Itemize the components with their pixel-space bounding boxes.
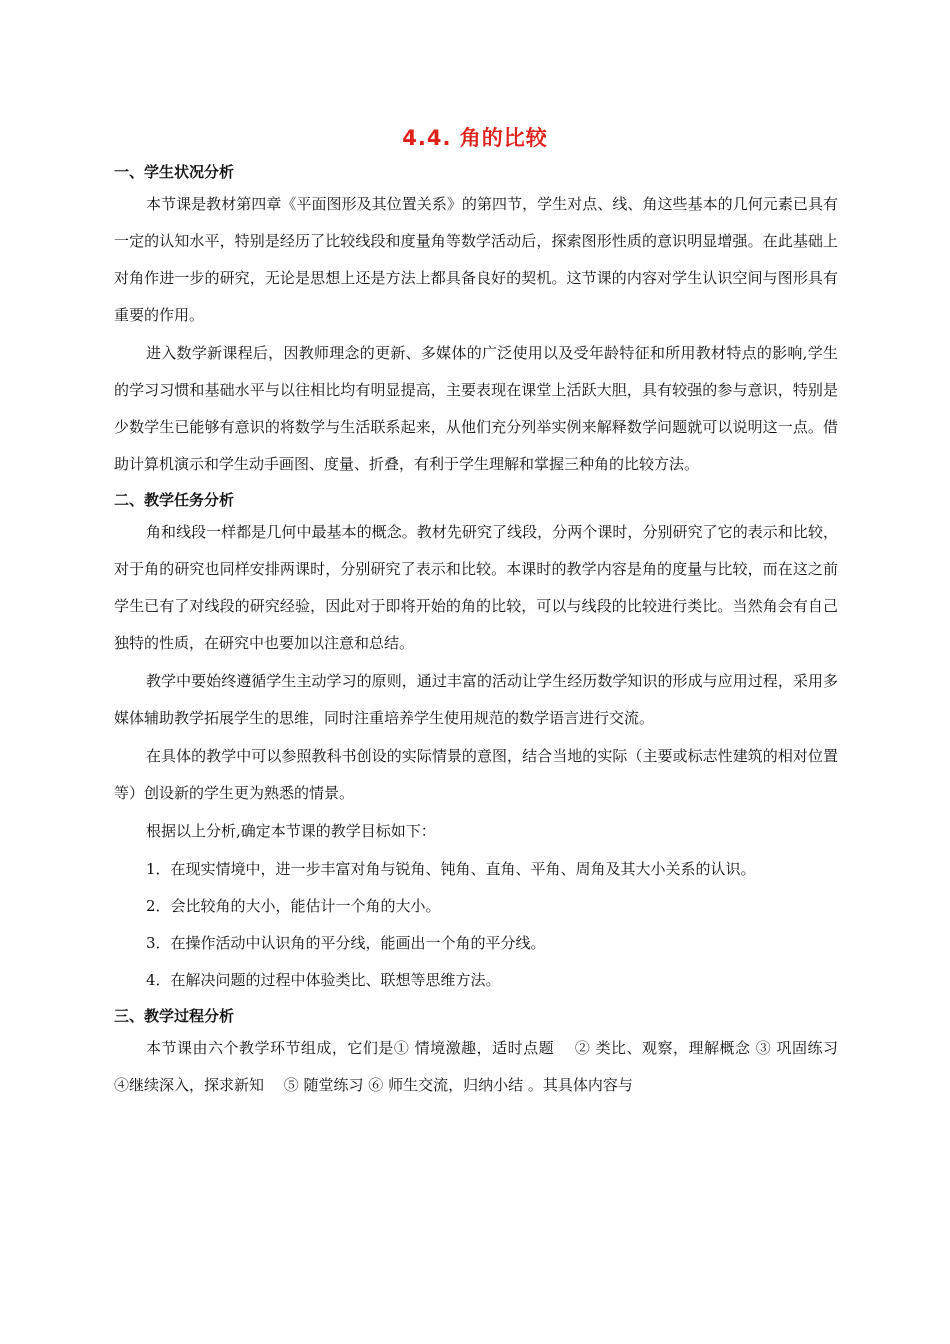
list-item: 3．在操作活动中认识角的平分线，能画出一个角的平分线。 bbox=[146, 934, 546, 952]
document-body bbox=[114, 155, 858, 1105]
list-item: 1．在现实情境中，进一步丰富对角与锐角、钝角、直角、平角、周角及其大小关系的认识。 bbox=[146, 860, 756, 878]
section-task-analysis bbox=[114, 490, 838, 999]
list-item: 4．在解决问题的过程中体验类比、联想等思维方法。 bbox=[146, 971, 501, 989]
paragraph: 根据以上分析,确定本节课的教学目标如下： bbox=[146, 822, 436, 840]
paragraph: 本节课是教材第四章《平面图形及其位置关系》的第四节，学生对点、线、角这些基本的几何元素已具有一定的认知水平，特别是经历了比较线段和度量角等数学活动后，探索图形性质的意识明显增强。在此基础上对角作进一步的研究，无论是思想上还是方法上都具备良好的契机。这节课的内容对学生认识空间与图形具有重要的作用。 bbox=[114, 195, 838, 324]
section-student-analysis bbox=[114, 162, 838, 483]
paragraph: 进入数学新课程后，因教师理念的更新、多媒体的广泛使用以及受年龄特征和所用教材特点的影响,学生的学习习惯和基础水平与以往相比均有明显提高，主要表现在课堂上活跃大胆，具有较强的参与意识，特别是少数学生已能够有意识的将数学与生活联系起来，从他们充分列举实例来解释数学问题就可以说明这一点。借助计算机演示和学生动手画图、度量、折叠，有利于学生理解和掌握三种角的比较方法。 bbox=[114, 344, 838, 473]
section-heading: 三、教学过程分析 bbox=[114, 1007, 235, 1025]
paragraph: 角和线段一样都是几何中最基本的概念。教材先研究了线段，分两个课时，分别研究了它的表示和比较，对于角的研究也同样安排两课时，分别研究了表示和比较。本课时的教学内容是角的度量与比较，而在这之前学生已有了对线段的研究经验，因此对于即将开始的角的比较，可以与线段的比较进行类比。当然角会有自己独特的性质，在研究中也要加以注意和总结。 bbox=[114, 523, 838, 652]
section-heading: 二、教学任务分析 bbox=[114, 491, 235, 509]
teaching-goals-list bbox=[114, 851, 838, 999]
paragraph: 教学中要始终遵循学生主动学习的原则，通过丰富的活动让学生经历数学知识的形成与应用过程，采用多媒体辅助教学拓展学生的思维，同时注重培养学生使用规范的数学语言进行交流。 bbox=[114, 672, 838, 727]
paragraph: 本节课由六个教学环节组成，它们是① 情境激趣，适时点题 ② 类比、观察，理解概念 ③ 巩固练习 ④继续深入，探求新知 ⑤ 随堂练习 ⑥ 师生交流，归纳小结 。其具体内容与 bbox=[114, 1039, 858, 1094]
page-title: 4.4. 角的比较 bbox=[402, 126, 548, 150]
paragraph: 在具体的教学中可以参照教科书创设的实际情景的意图，结合当地的实际（主要或标志性建筑的相对位置等）创设新的学生更为熟悉的情景。 bbox=[114, 747, 838, 802]
section-process-analysis bbox=[114, 1006, 858, 1104]
section-heading: 一、学生状况分析 bbox=[114, 163, 235, 181]
list-item: 2．会比较角的大小，能估计一个角的大小。 bbox=[146, 897, 441, 915]
